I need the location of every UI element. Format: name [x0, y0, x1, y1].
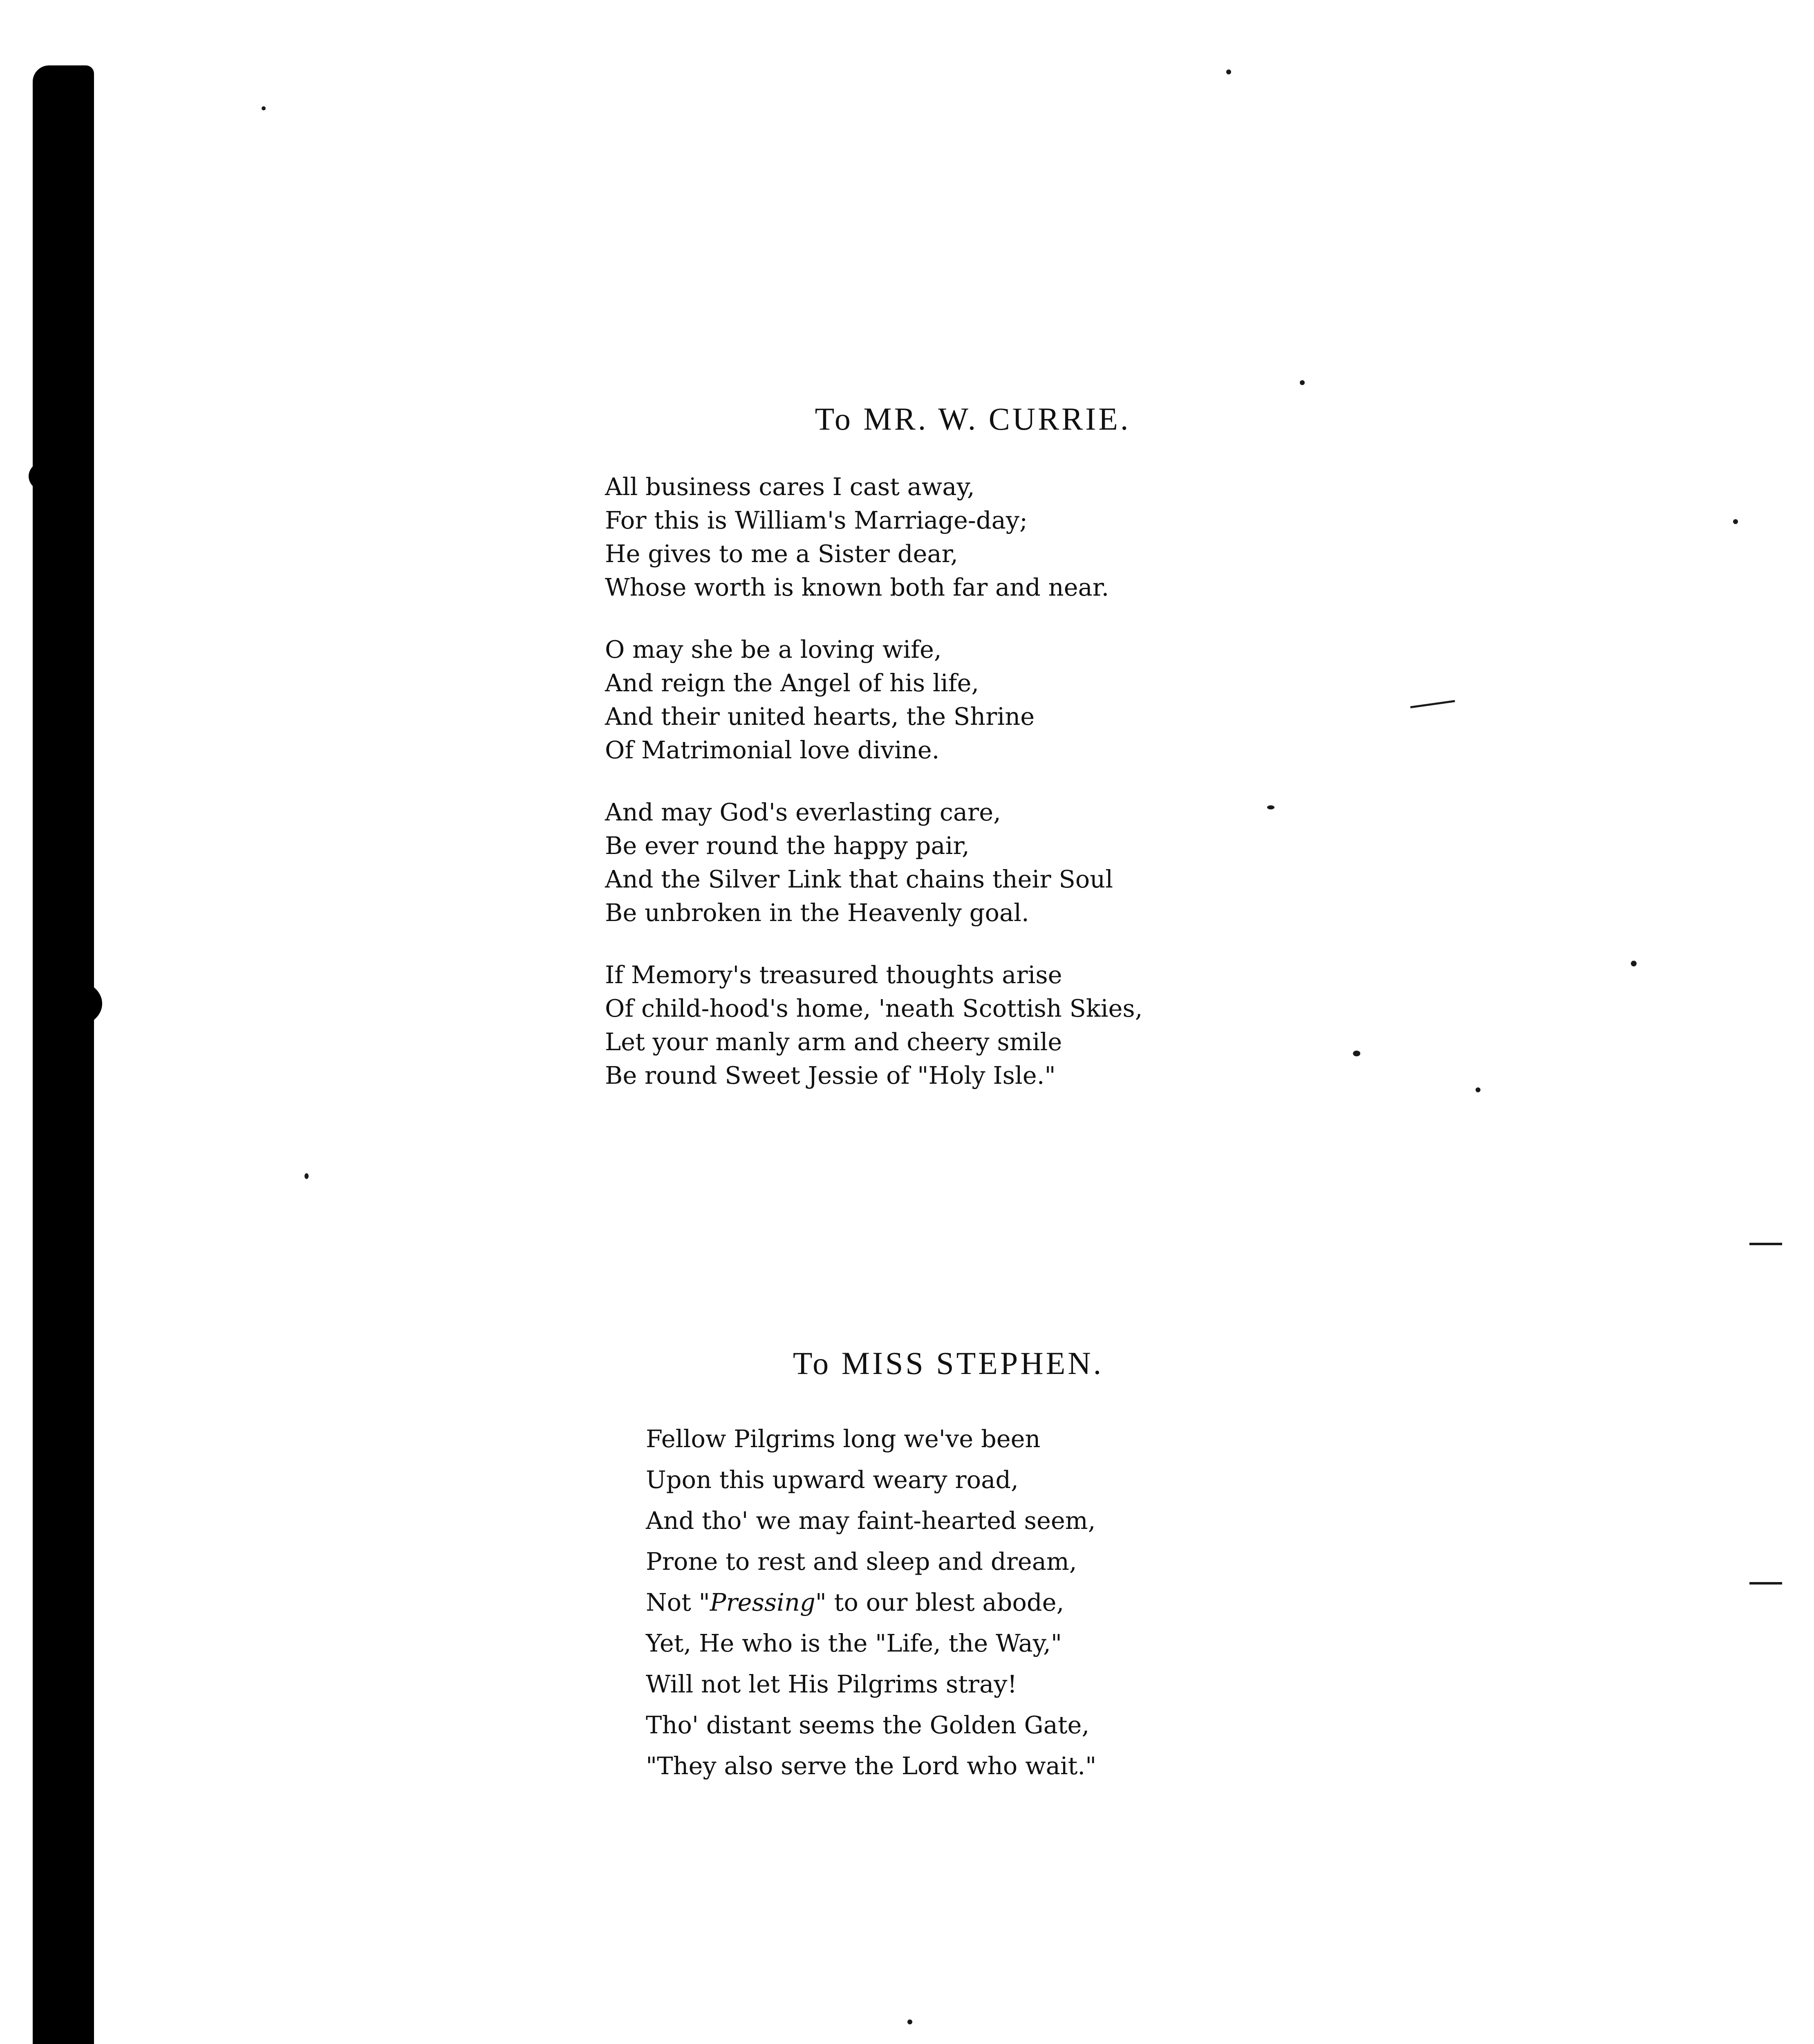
page-binding-edge	[33, 65, 94, 2044]
print-speck	[907, 2019, 912, 2024]
binding-notch	[29, 458, 82, 495]
poem-to-mr-w-currie	[605, 401, 1234, 1121]
poem-body	[605, 470, 1234, 1092]
print-speck	[305, 1173, 309, 1179]
print-speck	[1226, 69, 1231, 74]
verse-line: If Memory's treasured thoughts arise	[605, 961, 1062, 989]
verse-line: And may God's everlasting care,	[605, 798, 1001, 826]
verse-line: All business cares I cast away,	[605, 473, 975, 501]
poem-title: To MR. W. CURRIE.	[815, 401, 1131, 437]
verse-line: And reign the Angel of his life,	[605, 669, 979, 697]
print-speck	[262, 106, 266, 110]
print-mark	[1749, 1582, 1782, 1585]
print-mark	[1410, 700, 1455, 708]
verse-line: For this is William's Marriage-day;	[605, 506, 1028, 534]
print-mark	[1749, 1243, 1782, 1245]
print-speck	[1300, 380, 1305, 385]
verse-line: Fellow Pilgrims long we've been	[646, 1425, 1041, 1453]
verse-line: Of Matrimonial love divine.	[605, 736, 940, 764]
binding-notch	[49, 981, 102, 1026]
print-speck	[1631, 961, 1637, 966]
verse-line: Whose worth is known both far and near.	[605, 573, 1109, 601]
stanza	[605, 958, 1234, 1092]
verse-line: Tho' distant seems the Golden Gate,	[646, 1711, 1090, 1739]
verse-line: "They also serve the Lord who wait."	[646, 1752, 1097, 1780]
verse-line: Be unbroken in the Heavenly goal.	[605, 899, 1029, 927]
verse-line: Be round Sweet Jessie of "Holy Isle."	[605, 1061, 1056, 1089]
verse-line: And tho' we may faint-hearted seem,	[646, 1506, 1096, 1535]
stanza	[605, 470, 1234, 604]
verse-line: Upon this upward weary road,	[646, 1466, 1019, 1494]
verse-line: And the Silver Link that chains their Soul	[605, 865, 1113, 893]
verse-line: O may she be a loving wife,	[605, 635, 942, 663]
verse-line: Let your manly arm and cheery smile	[605, 1028, 1062, 1056]
verse-line: And their united hearts, the Shrine	[605, 702, 1035, 731]
print-speck	[1476, 1087, 1480, 1092]
verse-line: Yet, He who is the "Life, the Way,"	[646, 1629, 1062, 1657]
stanza	[605, 633, 1234, 767]
verse-line: Be ever round the happy pair,	[605, 831, 970, 860]
verse-line: He gives to me a Sister dear,	[605, 540, 959, 568]
print-speck	[1733, 519, 1738, 524]
verse-line: Not "Pressing" to our blest abode,	[646, 1588, 1064, 1616]
verse-line: Of child-hood's home, 'neath Scottish Skies,	[605, 994, 1143, 1022]
print-speck	[1353, 1051, 1360, 1056]
stanza	[646, 1419, 1283, 1786]
verse-line: Prone to rest and sleep and dream,	[646, 1547, 1077, 1576]
verse-line: Will not let His Pilgrims stray!	[646, 1670, 1017, 1698]
emphasized-word: Pressing	[710, 1588, 815, 1616]
stanza	[605, 796, 1234, 930]
poem-body	[646, 1419, 1283, 1786]
poem-to-miss-stephen	[646, 1345, 1283, 1786]
print-speck	[1267, 805, 1274, 809]
poem-title: To MISS STEPHEN.	[793, 1345, 1104, 1381]
